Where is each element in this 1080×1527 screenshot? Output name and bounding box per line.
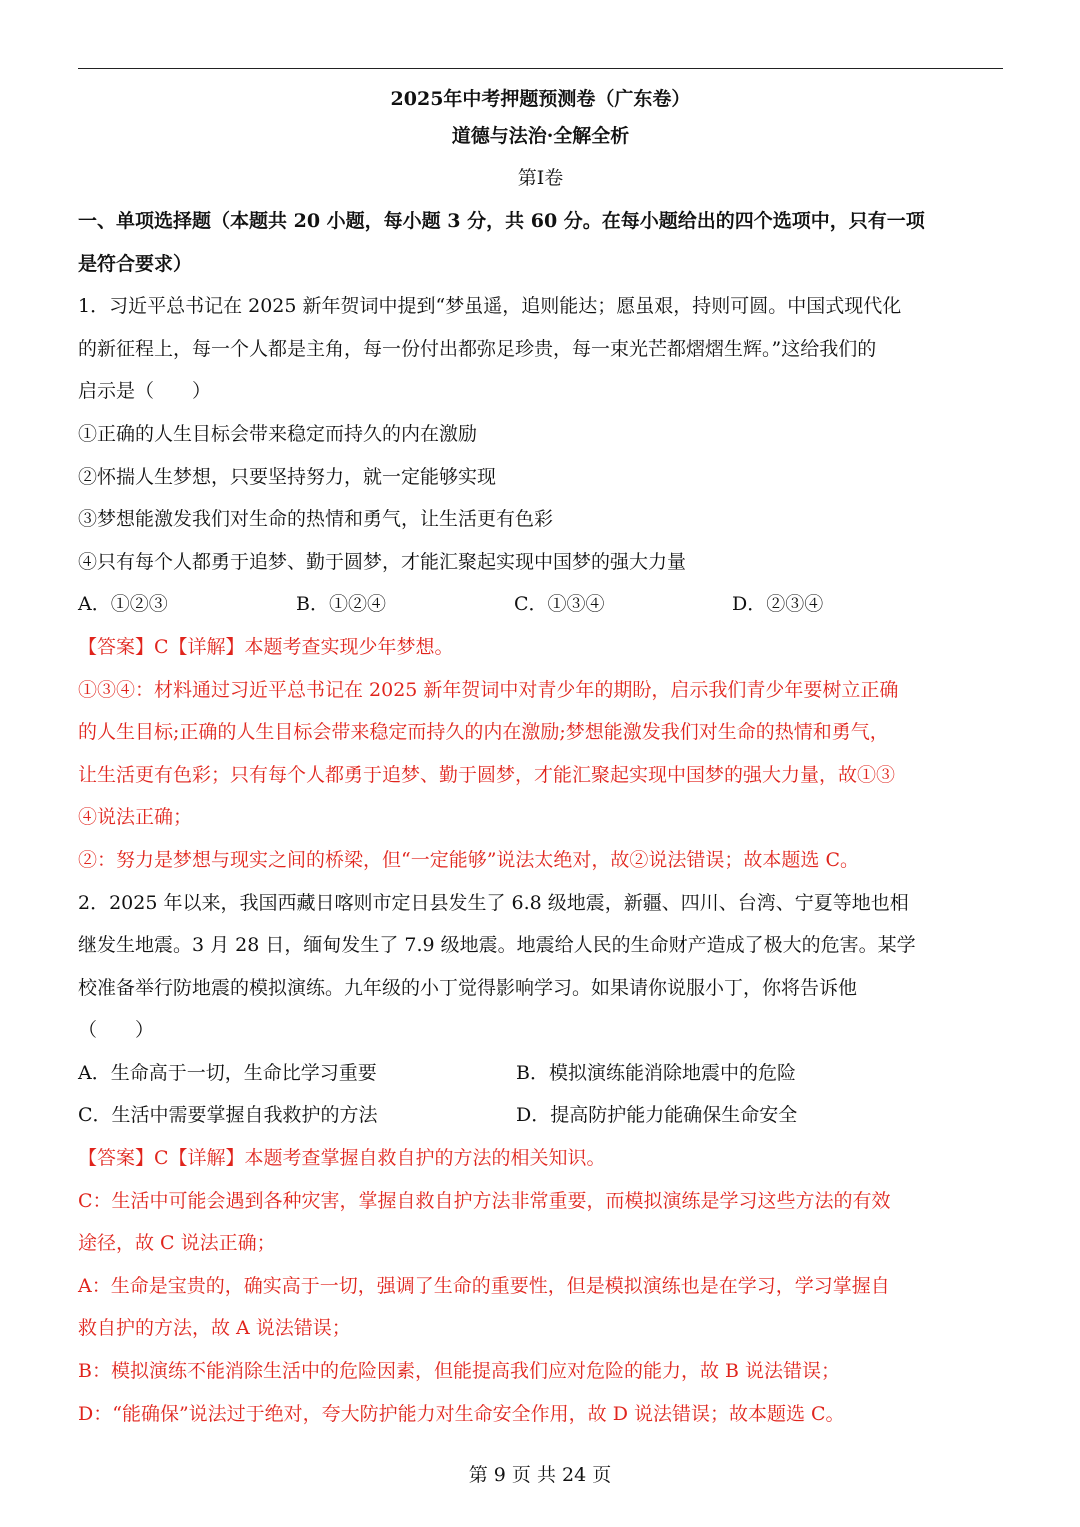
question-1-analysis: 让生活更有色彩；只有每个人都勇于追梦、勤于圆梦，才能汇聚起实现中国梦的强大力量，故①③	[78, 763, 896, 786]
document-page	[78, 82, 1003, 1435]
question-1-statement: ③梦想能激发我们对生命的热情和勇气，让生活更有色彩	[78, 508, 554, 531]
option-b: B．①②④	[296, 593, 386, 616]
section-heading-line: 是符合要求）	[78, 252, 193, 275]
question-2-analysis: 途径，故 C 说法正确；	[78, 1232, 276, 1255]
question-2-answer: 【答案】C【详解】本题考查掌握自救自护的方法的相关知识。	[78, 1147, 606, 1170]
option-d: D．②③④	[732, 593, 824, 616]
question-1-statement: ②怀揣人生梦想，只要坚持努力，就一定能够实现	[78, 465, 497, 488]
option-c: C．①③④	[514, 593, 605, 616]
option-a: A．①②③	[78, 593, 168, 616]
page-number: 第 9 页 共 24 页	[468, 1464, 612, 1486]
volume-label: 第Ⅰ卷	[517, 167, 564, 189]
question-1-analysis: ①③④：材料通过习近平总书记在 2025 新年贺词中对青少年的期盼，启示我们青少年要树立正确	[78, 678, 899, 701]
question-2-analysis: B：模拟演练不能消除生活中的危险因素，但能提高我们应对危险的能力，故 B 说法错误；	[78, 1360, 841, 1383]
question-1-analysis: 的人生目标;正确的人生目标会带来稳定而持久的内在激励;梦想能激发我们对生命的热情和勇气，	[78, 721, 889, 744]
option-d: D．提高防护能力能确保生命安全	[516, 1104, 798, 1127]
question-2-stem: 继发生地震。3 月 28 日，缅甸发生了 7.9 级地震。地震给人民的生命财产造成了极大的危害。某学	[78, 934, 916, 957]
question-1-stem: 1．习近平总书记在 2025 新年贺词中提到“梦虽遥，追则能达；愿虽艰，持则可圆。中国式现代化	[78, 295, 902, 318]
question-1-analysis: ②：努力是梦想与现实之间的桥梁，但“一定能够”说法太绝对，故②说法错误；故本题选 C。	[78, 848, 860, 871]
option-b: B．模拟演练能消除地震中的危险	[516, 1061, 796, 1084]
option-c: C．生活中需要掌握自我救护的方法	[78, 1104, 378, 1127]
question-2-options	[78, 1094, 1003, 1137]
question-1-stem: 的新征程上，每一个人都是主角，每一份付出都弥足珍贵，每一束光芒都熠熠生辉。”这给我们的	[78, 337, 877, 360]
question-2-options	[78, 1052, 1003, 1095]
question-2-analysis: D：“能确保”说法过于绝对，夸大防护能力对生命安全作用，故 D 说法错误；故本题选 C。	[78, 1402, 845, 1425]
question-2-analysis: C：生活中可能会遇到各种灾害，掌握自救自护方法非常重要，而模拟演练是学习这些方法的有效	[78, 1189, 891, 1212]
question-2-stem: （ ）	[78, 1019, 155, 1042]
question-2-stem: 2．2025 年以来，我国西藏日喀则市定日县发生了 6.8 级地震，新疆、四川、台湾、宁夏等地也相	[78, 891, 909, 914]
question-2-analysis: 救自护的方法，故 A 说法错误；	[78, 1317, 351, 1340]
option-a: A．生命高于一切，生命比学习重要	[78, 1061, 377, 1084]
question-2-stem: 校准备举行防地震的模拟演练。九年级的小丁觉得影响学习。如果请你说服小丁，你将告诉他	[78, 976, 858, 999]
question-1-statement: ④只有每个人都勇于追梦、勤于圆梦，才能汇聚起实现中国梦的强大力量	[78, 550, 687, 573]
exam-title: 2025年中考押题预测卷（广东卷）	[390, 88, 691, 110]
section-heading-line: 一、单项选择题（本题共 20 小题，每小题 3 分，共 60 分。在每小题给出的四个选项中，只有一项	[78, 210, 925, 232]
question-1-stem: 启示是（ ）	[78, 380, 212, 403]
exam-subtitle: 道德与法治·全解全析	[451, 125, 630, 147]
question-2-analysis: A：生命是宝贵的，确实高于一切，强调了生命的重要性，但是模拟演练也是在学习，学习掌握自	[78, 1274, 890, 1297]
question-1-analysis: ④说法正确；	[78, 806, 193, 829]
question-1-options	[78, 583, 1003, 626]
question-1-statement: ①正确的人生目标会带来稳定而持久的内在激励	[78, 422, 478, 445]
header-rule	[78, 68, 1003, 69]
question-1-answer: 【答案】C【详解】本题考查实现少年梦想。	[78, 635, 454, 658]
